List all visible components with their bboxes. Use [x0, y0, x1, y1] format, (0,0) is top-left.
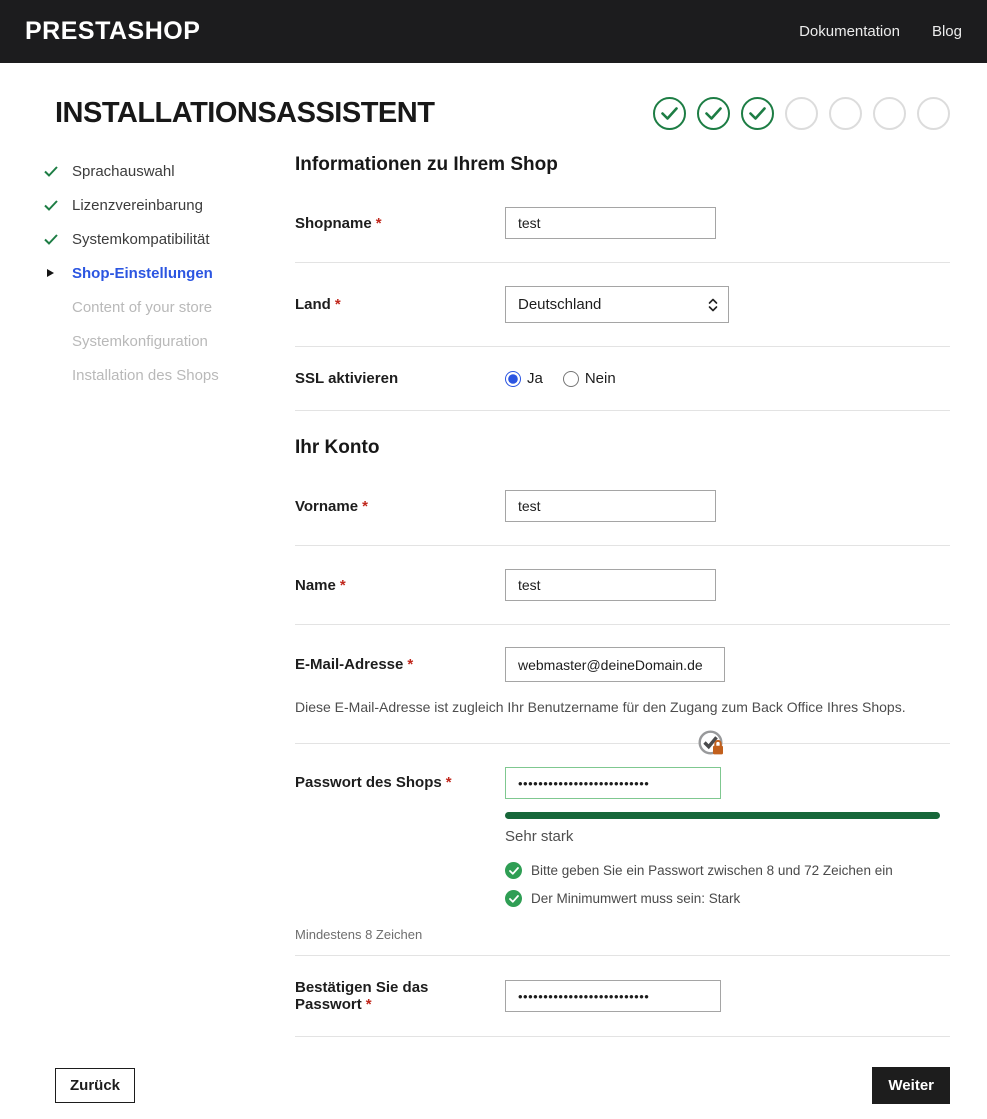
ssl-radio-ja[interactable] — [505, 371, 521, 387]
password-hints — [505, 862, 950, 907]
shop-section-heading: Informationen zu Ihrem Shop — [295, 154, 558, 175]
sidebar-item-lizenzvereinbarung[interactable] — [42, 188, 295, 222]
required-asterisk: * — [362, 497, 368, 515]
prestashop-logo: PRESTASHOP — [25, 17, 201, 45]
required-asterisk: * — [445, 774, 452, 791]
shopname-input[interactable] — [505, 207, 716, 239]
progress-step-4 — [785, 97, 818, 130]
account-section-heading: Ihr Konto — [295, 437, 380, 458]
ssl-radio-nein[interactable] — [563, 371, 579, 387]
confirm-password-label: Bestätigen Sie das Passwort * — [295, 979, 429, 1013]
password-hint-strength — [505, 890, 950, 907]
country-selected-value: Deutschland — [518, 296, 602, 313]
ssl-option-nein-label: Nein — [584, 370, 616, 387]
back-button[interactable]: Zurück — [55, 1068, 135, 1103]
check-icon — [42, 200, 59, 211]
sidebar-item-systemkompatibilitaet[interactable] — [42, 222, 295, 256]
ssl-option-ja-label: Ja — [527, 370, 543, 387]
lastname-label: Name * — [295, 576, 346, 594]
title-bar — [55, 97, 950, 130]
password-strength-label: Sehr stark — [505, 828, 574, 845]
select-chevrons-icon — [708, 297, 718, 313]
password-lock-icon — [697, 729, 727, 759]
check-icon — [42, 166, 59, 177]
lastname-input[interactable] — [505, 569, 716, 601]
sidebar-item-installation-des-shops[interactable] — [42, 358, 295, 392]
next-button[interactable]: Weiter — [872, 1067, 950, 1104]
sidebar-item-label: Shop-Einstellungen — [72, 264, 213, 282]
password-hint-length — [505, 862, 950, 879]
shopname-row — [295, 184, 950, 263]
check-icon — [42, 234, 59, 245]
progress-step-3 — [741, 97, 774, 130]
confirm-password-input[interactable] — [505, 980, 721, 1012]
sidebar-item-label: Systemkonfiguration — [72, 332, 208, 350]
sidebar-item-content-of-store[interactable] — [42, 290, 295, 324]
ssl-label: SSL aktivieren — [295, 370, 399, 387]
ssl-row — [295, 347, 950, 411]
header-nav — [799, 23, 962, 40]
password-row — [295, 744, 950, 956]
email-help-text: Diese E-Mail-Adresse ist zugleich Ihr Benutzername für den Zugang zum Back Office Ihres Shops. — [295, 699, 906, 715]
nav-link-dokumentation[interactable]: Dokumentation — [799, 23, 900, 40]
progress-step-7 — [917, 97, 950, 130]
password-label: Passwort des Shops * — [295, 774, 452, 791]
progress-step-6 — [873, 97, 906, 130]
sidebar-item-shop-einstellungen[interactable] — [42, 256, 295, 290]
email-row — [295, 625, 950, 744]
check-circle-icon — [505, 862, 522, 879]
sidebar-item-label: Systemkompatibilität — [72, 230, 210, 248]
email-label: E-Mail-Adresse * — [295, 656, 414, 673]
required-asterisk: * — [339, 576, 346, 594]
ssl-radio-group — [505, 370, 616, 387]
sidebar-item-label: Content of your store — [72, 298, 213, 316]
password-hint-text: Der Minimumwert muss sein: Stark — [531, 891, 741, 906]
password-input[interactable] — [505, 767, 721, 799]
progress-step-5 — [829, 97, 862, 130]
required-asterisk: * — [375, 214, 382, 232]
sidebar-item-label: Lizenzvereinbarung — [72, 196, 203, 214]
wizard-footer — [55, 1067, 950, 1104]
nav-link-blog[interactable]: Blog — [931, 23, 962, 40]
ssl-option-nein[interactable] — [563, 370, 616, 387]
sidebar-item-label: Sprachauswahl — [72, 162, 175, 180]
ssl-option-ja[interactable] — [505, 370, 543, 387]
firstname-input[interactable] — [505, 490, 716, 522]
password-strength-bar — [505, 812, 940, 819]
progress-step-1 — [653, 97, 686, 130]
progress-indicator — [653, 97, 950, 130]
country-label: Land * — [295, 296, 341, 313]
email-input[interactable] — [505, 647, 725, 682]
password-min-note: Mindestens 8 Zeichen — [295, 927, 423, 942]
check-icon — [705, 107, 722, 120]
content — [0, 150, 987, 1037]
sidebar-item-sprachauswahl[interactable] — [42, 154, 295, 188]
check-icon — [661, 107, 678, 120]
firstname-row — [295, 467, 950, 546]
country-select[interactable] — [505, 286, 729, 323]
current-step-arrow-icon — [42, 269, 59, 277]
password-hint-text: Bitte geben Sie ein Passwort zwischen 8 und 72 Zeichen ein — [531, 863, 893, 878]
shopname-label: Shopname * — [295, 214, 382, 232]
sidebar-item-label: Installation des Shops — [72, 366, 219, 384]
check-icon — [749, 107, 766, 120]
form-panel — [295, 150, 950, 1037]
top-bar — [0, 0, 987, 63]
check-circle-icon — [505, 890, 522, 907]
required-asterisk: * — [334, 296, 341, 313]
page-title: INSTALLATIONSASSISTENT — [55, 97, 435, 129]
lastname-row — [295, 546, 950, 625]
firstname-label: Vorname * — [295, 497, 368, 515]
country-row — [295, 263, 950, 347]
progress-step-2 — [697, 97, 730, 130]
required-asterisk: * — [365, 996, 372, 1013]
sidebar-item-systemkonfiguration[interactable] — [42, 324, 295, 358]
required-asterisk: * — [407, 656, 414, 673]
confirm-password-row — [295, 956, 950, 1037]
steps-sidebar — [42, 150, 295, 392]
